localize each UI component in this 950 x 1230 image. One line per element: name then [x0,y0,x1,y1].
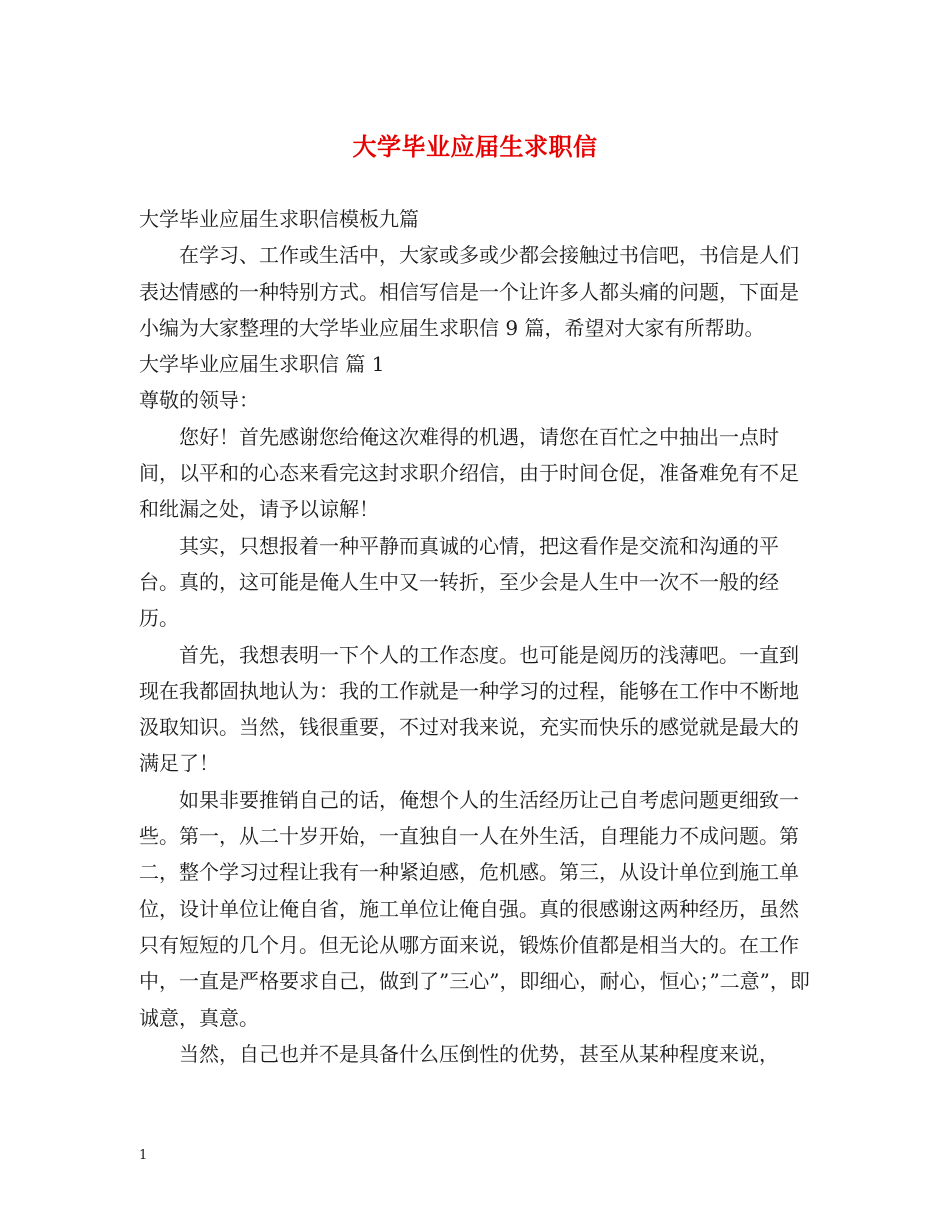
body-paragraph: 您好！首先感谢您给俺这次难得的机遇，请您在百忙之中抽出一点时间，以平和的心态来看完这封求职介绍信，由于时间仓促，准备难免有不足和纰漏之处，请予以谅解！ [139,424,799,522]
body-paragraph: 当然，自己也并不是具备什么压倒性的优势，甚至从某种程度来说， [179,1041,779,1066]
salutation: 尊敬的领导： [139,388,259,413]
intro-paragraph: 在学习、工作或生活中，大家或多或少都会接触过书信吧，书信是人们表达情感的一种特别方式。相信写信是一个让许多人都头痛的问题，下面是小编为大家整理的大学毕业应届生求职信 9 篇，希望对大家有所帮助。 [139,243,799,340]
page-number: 1 [139,1148,148,1163]
document-body [139,201,815,1072]
body-paragraph: 首先，我想表明一下个人的工作态度。也可能是阅历的浅薄吧。一直到现在我都固执地认为：我的工作就是一种学习的过程，能够在工作中不断地汲取知识。当然，钱很重要，不过对我来说，充实而快乐的感觉就是最大的满足了！ [139,642,799,776]
body-paragraph: 如果非要推销自己的话，俺想个人的生活经历让己自考虑问题更细致一些。第一，从二十岁开始，一直独自一人在外生活，自理能力不成问题。第二，整个学习过程让我有一种紧迫感，危机感。第三，从设计单位到施工单位，设计单位让俺自省，施工单位让俺自强。真的很感谢这两种经历，虽然只有短短的几个月。但无论从哪方面来说，锻炼价值都是相当大的。在工作中，一直是严格要求自己，做到了”三心”，即细心，耐心，恒心；”二意”，即诚意，真意。 [139,787,810,1030]
subtitle-line: 大学毕业应届生求职信模板九篇 [139,207,419,231]
body-paragraph: 其实，只想报着一种平静而真诚的心情，把这看作是交流和沟通的平台。真的，这可能是俺人生中又一转折，至少会是人生中一次不一般的经历。 [139,533,779,631]
document-title: 大学毕业应届生求职信 [352,132,598,161]
section-heading: 大学毕业应届生求职信 篇 1 [139,352,385,377]
